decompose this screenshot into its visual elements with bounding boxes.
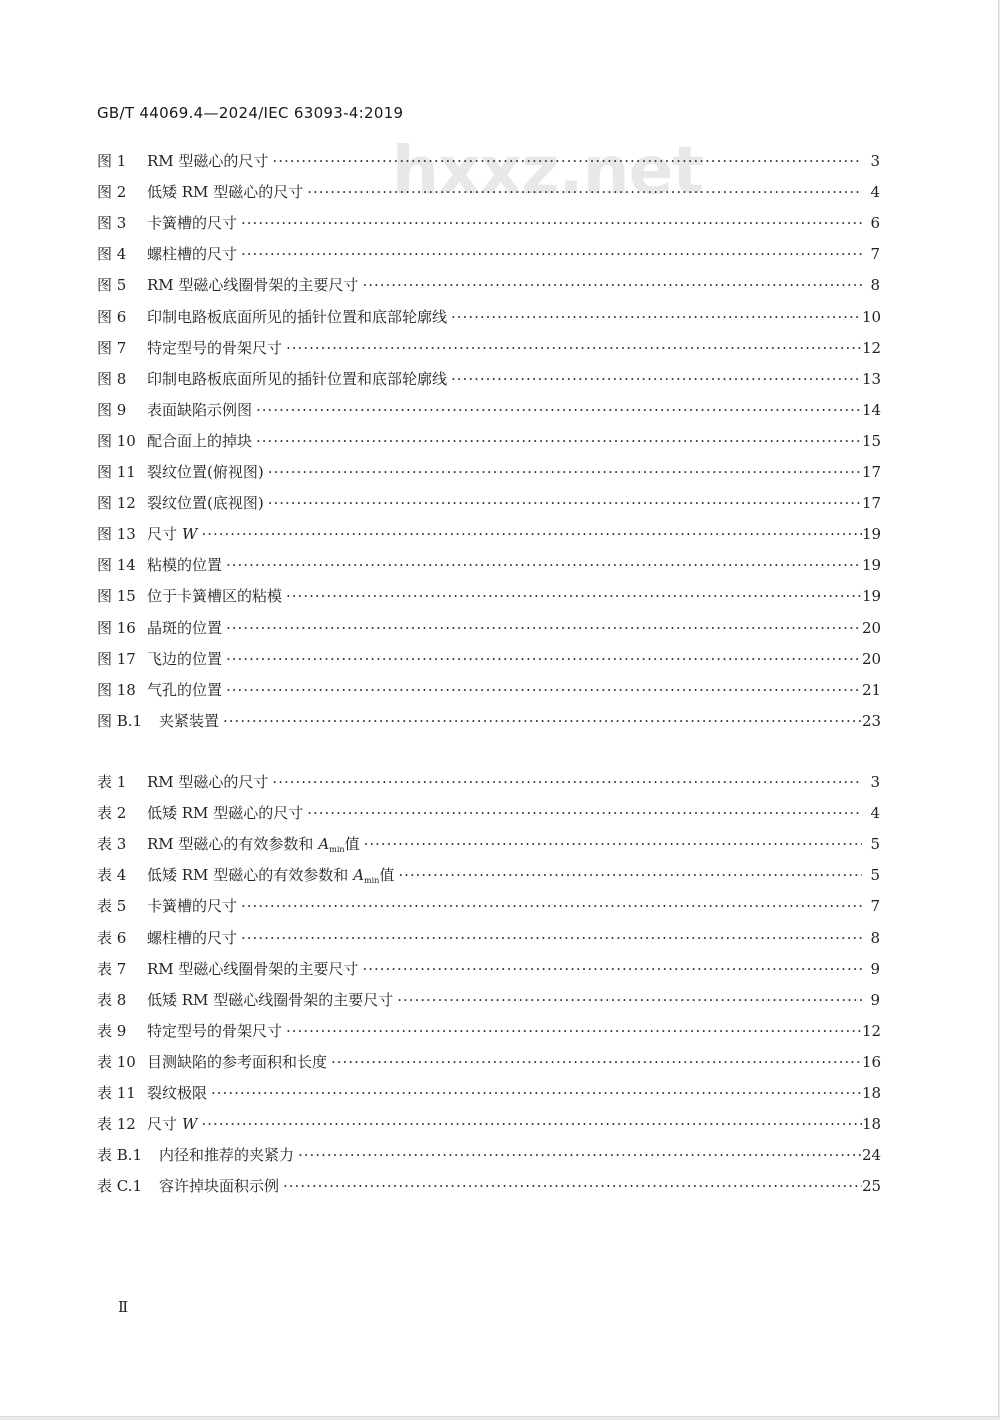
table-number: 表 10 <box>97 1052 136 1071</box>
figure-number: 图 4 <box>97 245 127 264</box>
figure-entry[interactable] <box>97 368 880 390</box>
table-title <box>147 927 241 949</box>
table-title <box>147 1113 201 1135</box>
figure-title <box>147 150 272 172</box>
table-page-number: 9 <box>870 959 880 978</box>
dot-leader <box>331 1051 862 1073</box>
dot-leader <box>241 212 862 234</box>
figure-page-number: 6 <box>870 214 880 233</box>
dot-leader <box>362 274 862 296</box>
figure-title <box>147 274 362 296</box>
figure-page-number: 19 <box>862 587 882 606</box>
table-entry[interactable] <box>97 1113 880 1135</box>
figure-title <box>147 523 201 545</box>
dot-leader <box>286 337 862 359</box>
figure-title-text: RM 型磁心的尺寸 <box>147 152 269 170</box>
table-number: 表 4 <box>97 866 127 885</box>
table-entry[interactable] <box>97 958 880 980</box>
figure-number: 图 2 <box>97 183 127 202</box>
table-page-number: 3 <box>870 773 880 791</box>
figure-title-text: 螺柱槽的尺寸 <box>147 245 238 264</box>
figure-title-text: 卡簧槽的尺寸 <box>147 214 238 233</box>
table-title <box>147 833 364 861</box>
dot-leader <box>307 181 862 203</box>
figure-title <box>147 679 226 701</box>
figure-entry[interactable] <box>97 492 880 514</box>
figure-title-text: 印制电路板底面所见的插针位置和底部轮廓线 <box>147 369 448 388</box>
table-page-number: 12 <box>862 1021 882 1040</box>
figure-title-text: 特定型号的骨架尺寸 <box>147 338 283 357</box>
figure-title-text: 配合面上的掉块 <box>147 431 253 450</box>
table-number: 表 12 <box>97 1115 136 1134</box>
figure-title <box>147 306 451 328</box>
table-entry[interactable] <box>97 895 880 917</box>
table-entry[interactable] <box>97 927 880 949</box>
table-entry[interactable] <box>97 1020 880 1042</box>
dot-leader <box>241 895 862 917</box>
table-entry[interactable] <box>97 1051 880 1073</box>
figure-entry[interactable] <box>97 554 880 576</box>
figure-title <box>147 648 226 670</box>
dot-leader <box>201 1113 862 1135</box>
figure-page-number: 3 <box>870 152 880 170</box>
dot-leader <box>283 1175 862 1197</box>
dot-leader <box>364 833 862 855</box>
table-title-text: 容许掉块面积示例 <box>159 1177 280 1196</box>
figure-number: 图 1 <box>97 152 127 170</box>
table-page-number: 16 <box>862 1052 882 1071</box>
table-page-number: 4 <box>870 804 880 823</box>
figure-title-text: 印制电路板底面所见的插针位置和底部轮廓线 <box>147 307 448 326</box>
figure-entry[interactable] <box>97 243 880 265</box>
figure-page-number: 4 <box>870 183 880 202</box>
figure-page-number: 8 <box>870 276 880 295</box>
figure-title-symbol: W <box>182 525 198 544</box>
dot-leader <box>307 802 862 824</box>
figure-page-number: 13 <box>862 369 882 388</box>
table-page-number: 25 <box>862 1177 882 1196</box>
table-title-text: RM 型磁心的有效参数和 <box>147 835 314 854</box>
page-number: Ⅱ <box>118 1298 129 1316</box>
dot-leader <box>241 243 862 265</box>
figure-page-number: 23 <box>862 711 882 730</box>
table-number: 表 1 <box>97 773 127 791</box>
figure-title <box>147 430 256 452</box>
figure-title <box>147 181 307 203</box>
dot-leader <box>223 710 862 732</box>
table-title-text: 螺柱槽的尺寸 <box>147 928 238 947</box>
table-title <box>147 771 272 793</box>
table-number: 表 B.1 <box>97 1146 143 1165</box>
dot-leader <box>268 492 862 514</box>
table-entry[interactable] <box>97 864 880 886</box>
dot-leader <box>201 523 862 545</box>
figure-entry[interactable] <box>97 399 880 421</box>
figure-number: 图 16 <box>97 618 136 637</box>
standard-number-header: GB/T 44069.4—2024/IEC 63093-4:2019 <box>97 104 404 122</box>
table-title-suffix: 值 <box>344 835 360 854</box>
figure-page-number: 21 <box>862 680 882 699</box>
figure-entry[interactable] <box>97 585 880 607</box>
figure-entry[interactable] <box>97 212 880 234</box>
figure-number: 图 15 <box>97 587 136 606</box>
table-number: 表 5 <box>97 897 127 916</box>
figure-page-number: 10 <box>862 307 882 326</box>
figure-number: 图 17 <box>97 649 136 668</box>
figure-entry[interactable] <box>97 461 880 483</box>
figure-title <box>147 617 226 639</box>
figure-title-text: 尺寸 <box>147 525 178 544</box>
table-title <box>147 1020 286 1042</box>
figure-title-text: 表面缺陷示例图 <box>147 400 253 419</box>
table-page-number: 18 <box>862 1115 882 1134</box>
figure-entry[interactable] <box>97 617 880 639</box>
table-title-text: 尺寸 <box>147 1115 178 1134</box>
table-title <box>147 802 307 824</box>
dot-leader <box>298 1144 862 1166</box>
table-title-subscript: min <box>329 845 345 855</box>
figure-entry[interactable] <box>97 306 880 328</box>
table-entry[interactable] <box>97 802 880 824</box>
figure-page-number: 20 <box>862 618 882 637</box>
table-title <box>159 1175 283 1197</box>
table-title-text: 内径和推荐的夹紧力 <box>159 1146 295 1165</box>
figure-title-text: 粘模的位置 <box>147 556 223 575</box>
dot-leader <box>226 648 862 670</box>
dot-leader <box>241 927 862 949</box>
dot-leader <box>451 368 862 390</box>
table-number: 表 11 <box>97 1084 136 1102</box>
figure-number: 图 18 <box>97 680 136 699</box>
table-page-number: 5 <box>870 866 880 885</box>
figure-number: 图 3 <box>97 214 127 233</box>
figure-title-text: 飞边的位置 <box>147 649 223 668</box>
table-title-symbol: A <box>318 835 330 854</box>
figure-number: 图 14 <box>97 556 136 575</box>
figure-title <box>147 492 268 514</box>
dot-leader <box>256 430 862 452</box>
table-title <box>147 1051 331 1073</box>
table-number: 表 C.1 <box>97 1177 143 1196</box>
figure-page-number: 14 <box>862 400 882 419</box>
figure-title <box>147 368 451 390</box>
figure-entry[interactable] <box>97 710 880 732</box>
table-title <box>147 1082 211 1104</box>
table-title <box>147 958 362 980</box>
figure-entry[interactable] <box>97 274 880 296</box>
figure-page-number: 12 <box>862 338 882 357</box>
figure-page-number: 19 <box>862 525 882 544</box>
dot-leader <box>272 771 862 793</box>
figure-number: 图 11 <box>97 463 136 481</box>
dot-leader <box>226 554 862 576</box>
figure-title-text: RM 型磁心线圈骨架的主要尺寸 <box>147 276 359 295</box>
figure-page-number: 17 <box>862 463 882 481</box>
figure-page-number: 7 <box>870 245 880 264</box>
table-page-number: 7 <box>870 897 880 916</box>
table-title-symbol: A <box>353 866 365 885</box>
figure-page-number: 15 <box>862 431 882 450</box>
figure-number: 图 7 <box>97 338 127 357</box>
figure-page-number: 17 <box>862 494 882 513</box>
figure-entry[interactable] <box>97 150 880 172</box>
table-title-text: 低矮 RM 型磁心的尺寸 <box>147 804 304 823</box>
table-number: 表 6 <box>97 928 127 947</box>
table-number: 表 8 <box>97 990 127 1009</box>
figure-entry[interactable] <box>97 337 880 359</box>
dot-leader <box>286 1020 862 1042</box>
dot-leader <box>256 399 862 421</box>
figure-number: 图 10 <box>97 431 136 450</box>
table-title <box>147 989 397 1011</box>
table-entry[interactable] <box>97 833 880 855</box>
table-number: 表 2 <box>97 804 127 823</box>
figure-title-text: 夹紧装置 <box>159 711 220 730</box>
dot-leader <box>226 617 862 639</box>
dot-leader <box>211 1082 862 1104</box>
table-title-text: 卡簧槽的尺寸 <box>147 897 238 916</box>
table-title-symbol: W <box>182 1115 198 1134</box>
figure-page-number: 20 <box>862 649 882 668</box>
table-title <box>159 1144 298 1166</box>
figure-entry[interactable] <box>97 523 880 545</box>
figure-title-text: 低矮 RM 型磁心的尺寸 <box>147 183 304 202</box>
watermark: hxxz.net <box>392 132 703 209</box>
table-title-text: 低矮 RM 型磁心线圈骨架的主要尺寸 <box>147 990 394 1009</box>
figure-number: 图 8 <box>97 369 127 388</box>
figure-title <box>147 243 241 265</box>
figure-page-number: 19 <box>862 556 882 575</box>
figure-entry[interactable] <box>97 430 880 452</box>
figure-number: 图 9 <box>97 400 127 419</box>
figure-title-text: 气孔的位置 <box>147 680 223 699</box>
dot-leader <box>451 306 862 328</box>
table-page-number: 18 <box>862 1084 882 1102</box>
table-title <box>147 864 398 892</box>
table-title <box>147 895 241 917</box>
table-entry[interactable] <box>97 1175 880 1197</box>
figure-title-text: 裂纹位置(底视图) <box>147 494 264 513</box>
dot-leader <box>362 958 862 980</box>
table-page-number: 24 <box>862 1146 882 1165</box>
figure-title <box>147 337 286 359</box>
dot-leader <box>272 150 862 172</box>
figure-title-text: 裂纹位置(俯视图) <box>147 463 264 481</box>
table-entry[interactable] <box>97 771 880 793</box>
dot-leader <box>397 989 862 1011</box>
table-title-text: 裂纹极限 <box>147 1084 208 1102</box>
table-page-number: 9 <box>870 990 880 1009</box>
dot-leader <box>268 461 862 483</box>
table-number: 表 3 <box>97 835 127 854</box>
table-title-text: 低矮 RM 型磁心的有效参数和 <box>147 866 349 885</box>
table-title-subscript: min <box>364 876 380 886</box>
figure-title-text: 晶斑的位置 <box>147 618 223 637</box>
dot-leader <box>286 585 862 607</box>
table-number: 表 7 <box>97 959 127 978</box>
table-title-text: RM 型磁心线圈骨架的主要尺寸 <box>147 959 359 978</box>
figure-entry[interactable] <box>97 181 880 203</box>
table-number: 表 9 <box>97 1021 127 1040</box>
figure-title <box>159 710 223 732</box>
figure-number: 图 12 <box>97 494 136 513</box>
figure-number: 图 B.1 <box>97 711 143 730</box>
figure-title <box>147 461 268 483</box>
figure-title <box>147 212 241 234</box>
dot-leader <box>398 864 862 886</box>
figure-number: 图 6 <box>97 307 127 326</box>
table-entry[interactable] <box>97 1144 880 1166</box>
table-title-text: RM 型磁心的尺寸 <box>147 773 269 791</box>
table-page-number: 5 <box>870 835 880 854</box>
figure-title-text: 位于卡簧槽区的粘模 <box>147 587 283 606</box>
table-entry[interactable] <box>97 1082 880 1104</box>
figure-entry[interactable] <box>97 679 880 701</box>
figure-title <box>147 399 256 421</box>
figure-number: 图 5 <box>97 276 127 295</box>
figure-number: 图 13 <box>97 525 136 544</box>
dot-leader <box>226 679 862 701</box>
table-title-suffix: 值 <box>379 866 395 885</box>
figure-title <box>147 554 226 576</box>
figure-entry[interactable] <box>97 648 880 670</box>
table-title-text: 特定型号的骨架尺寸 <box>147 1021 283 1040</box>
figure-title <box>147 585 286 607</box>
table-page-number: 8 <box>870 928 880 947</box>
table-entry[interactable] <box>97 989 880 1011</box>
table-title-text: 目测缺陷的参考面积和长度 <box>147 1052 328 1071</box>
